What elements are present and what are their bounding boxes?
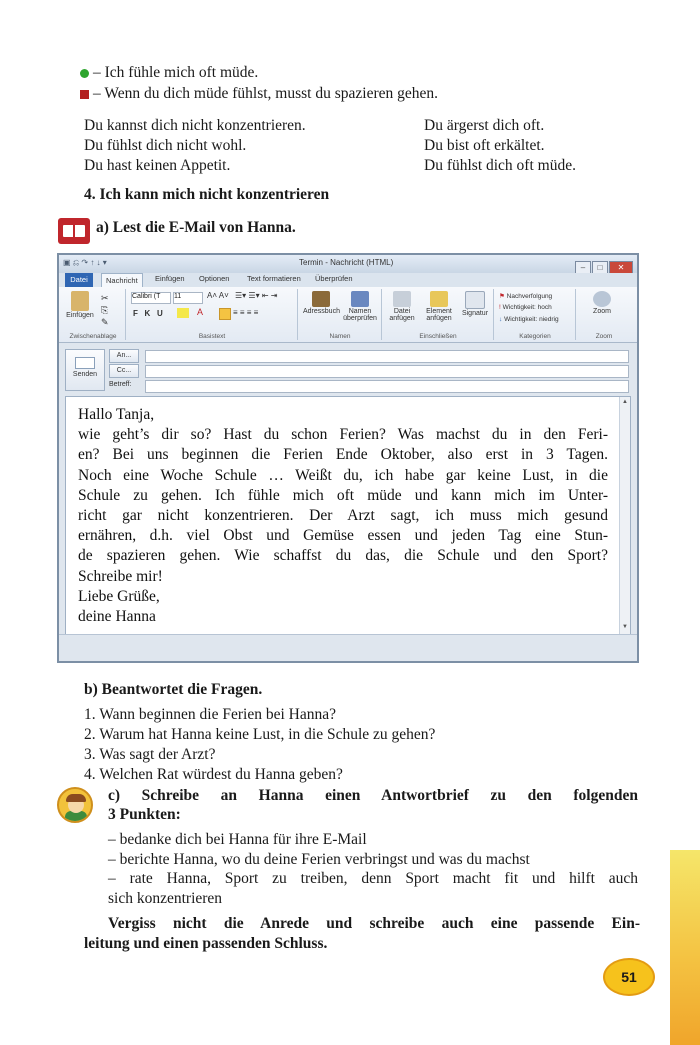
address-fields (59, 343, 637, 393)
page-number: 51 (603, 958, 655, 996)
list-item: 3. Was sagt der Arzt? (84, 746, 216, 763)
clipboard-icon (71, 291, 89, 311)
closing-line2: leitung und einen passenden Schluss. (84, 935, 328, 952)
sentence: Du kannst dich nicht konzentrieren. (84, 117, 306, 134)
task-c-heading-line2: 3 Punkten: (108, 806, 181, 823)
group-names (299, 289, 382, 340)
tab-text-formatieren[interactable]: Text formatieren (247, 274, 301, 283)
bold-italic-underline-icons[interactable]: F K U (133, 309, 163, 318)
font-size-select[interactable]: 11 (173, 292, 203, 304)
signature-button[interactable]: Signatur (459, 291, 491, 317)
maximize-icon[interactable]: □ (592, 261, 608, 274)
list-item: – bedanke dich bei Hanna für ihre E-Mail (108, 831, 367, 848)
list-icons[interactable]: ☰▾ ☰▾ ⇤ ⇥ (235, 291, 278, 300)
align-icons[interactable]: ≡ ≡ ≡ ≡ (233, 308, 259, 317)
tab-einfuegen[interactable]: Einfügen (155, 274, 185, 283)
window-title: Termin - Nachricht (HTML) (299, 258, 394, 267)
attach-file-button[interactable]: Datei anfügen (385, 291, 419, 322)
email-line: en? Bei uns beginnen die Ferien Ende Oktober, also erst in 3 Tagen. (78, 446, 608, 464)
list-item: 4. Welchen Rat würdest du Hanna geben? (84, 766, 343, 783)
flag-icon: ⚑ (499, 293, 505, 300)
question-list (84, 705, 435, 785)
email-line: Liebe Grüße, (78, 587, 160, 605)
attach-item-button[interactable]: Element anfügen (421, 291, 457, 322)
group-label: Zwischenablage (69, 333, 117, 340)
task-b-heading: b) Beantwortet die Fragen. (84, 681, 263, 698)
font-grow-shrink-icon[interactable]: A˄ A˅ (207, 291, 229, 300)
vertical-scrollbar[interactable] (619, 397, 630, 634)
point-list (108, 830, 638, 908)
sentence: Du bist oft erkältet. (424, 137, 545, 154)
followup-button[interactable]: ⚑ Nachverfolgung (499, 293, 553, 300)
group-categories (495, 289, 576, 340)
closing-line1: Vergiss nicht die Anrede und schreibe auch eine passende Ein- (108, 915, 640, 932)
sentences-right-column (424, 116, 576, 176)
sentences-left-column (84, 116, 306, 176)
send-button[interactable]: Senden (65, 349, 105, 391)
scroll-up-icon[interactable]: ▲ (622, 399, 628, 405)
email-line: Noch eine Woche Schule … Weißt du, ich habe gar keine Lust, in die (78, 466, 608, 484)
cc-input[interactable] (145, 365, 629, 378)
green-dot-icon (80, 69, 89, 78)
sentence: Du fühlst dich oft müde. (424, 157, 576, 174)
close-icon[interactable]: ✕ (609, 261, 633, 274)
tab-optionen[interactable]: Optionen (199, 274, 230, 283)
paperclip-icon (393, 291, 411, 307)
section-heading: 4. Ich kann mich nicht konzentrieren (84, 186, 330, 203)
group-label: Einschließen (419, 333, 457, 340)
font-color-icon[interactable]: A (197, 307, 204, 317)
low-importance-button[interactable]: ↓ Wichtigkeit: niedrig (499, 316, 559, 323)
exclamation-icon: ! (499, 304, 501, 311)
group-zoom (577, 289, 631, 340)
tab-ueberpruefen[interactable]: Überprüfen (315, 274, 353, 283)
group-label: Basistext (198, 333, 226, 340)
font-name-select[interactable]: Calibri (T (131, 292, 171, 304)
send-envelope-icon (75, 357, 95, 369)
arrow-down-icon: ↓ (499, 316, 503, 323)
cc-button[interactable]: Cc... (109, 364, 139, 378)
subject-label: Betreff: (109, 381, 132, 388)
check-names-button[interactable]: Namen überprüfen (341, 291, 379, 322)
addressbook-button[interactable]: Adressbuch (303, 291, 339, 315)
addressbook-icon (312, 291, 330, 307)
list-item: – berichte Hanna, wo du deine Ferien verbringst und was du machst (108, 850, 530, 868)
outlook-message-window (57, 253, 639, 663)
list-item: 2. Warum hat Hanna keine Lust, in die Schule zu gehen? (84, 726, 436, 743)
email-text (78, 405, 608, 627)
bullet-line-green: – Ich fühle mich oft müde. (80, 64, 258, 82)
ribbon (59, 287, 637, 343)
book-icon (58, 218, 90, 244)
group-basic-text (127, 289, 298, 340)
email-line: Hallo Tanja, (78, 406, 155, 423)
sentence: Du hast keinen Appetit. (84, 157, 231, 174)
subject-input[interactable] (145, 380, 629, 393)
list-item: – rate Hanna, Sport zu treiben, denn Sport macht fit und hilft auch (108, 870, 638, 887)
zoom-button[interactable]: Zoom (587, 291, 617, 315)
email-line: deine Hanna (78, 608, 156, 626)
sentence: Du fühlst dich nicht wohl. (84, 137, 247, 154)
minimize-icon[interactable]: – (575, 261, 591, 274)
tab-datei[interactable]: Datei (65, 273, 93, 287)
email-line: Schule zu gehen. Ich fühle mich oft müde und kann mich im Unter- (78, 486, 608, 504)
quick-access-toolbar: ▣ ⎌ ↷ ↑ ↓ ▾ (63, 258, 107, 267)
signature-icon (465, 291, 485, 309)
to-button[interactable]: An... (109, 349, 139, 363)
highlight-icon[interactable] (177, 308, 189, 318)
sentence: Du ärgerst dich oft. (424, 117, 545, 134)
envelope-icon (430, 291, 448, 307)
title-bar (59, 255, 637, 273)
to-input[interactable] (145, 350, 629, 363)
magnifier-icon (593, 291, 611, 307)
status-bar (59, 634, 637, 661)
align-left-icon[interactable] (219, 308, 231, 320)
group-label: Namen (329, 333, 351, 340)
cut-icon[interactable]: ✂ (101, 293, 109, 303)
group-label: Zoom (595, 333, 613, 340)
task-c-heading-line1: c) Schreibe an Hanna einen Antwortbrief zu den folgenden (108, 787, 638, 804)
page-edge-stripe (670, 850, 700, 1045)
ribbon-tabs (59, 273, 637, 287)
scroll-down-icon[interactable]: ▼ (622, 624, 628, 630)
email-line: de spazieren gehen. Wie schaffst du das, die Schule und den Sport? (78, 547, 608, 565)
email-line: wie geht’s dir so? Hast du schon Ferien? Was machst du in den Feri- (78, 426, 608, 444)
email-line: richt gar nicht konzentrieren. Der Arzt sagt, ich muss mich gesund (78, 507, 608, 525)
tab-nachricht[interactable]: Nachricht (101, 273, 143, 287)
copy-icon[interactable]: ⎘ (101, 305, 109, 315)
group-include (383, 289, 494, 340)
list-item: 1. Wann beginnen die Ferien bei Hanna? (84, 706, 336, 723)
message-body[interactable] (65, 396, 631, 635)
high-importance-button[interactable]: ! Wichtigkeit: hoch (499, 304, 552, 311)
red-square-icon (80, 90, 89, 99)
group-label: Kategorien (519, 333, 551, 340)
check-names-icon (351, 291, 369, 307)
paste-button[interactable]: Einfügen (65, 291, 95, 319)
task-a-heading: a) Lest die E-Mail von Hanna. (96, 219, 296, 236)
format-painter-icon[interactable]: ✎ (101, 317, 109, 327)
bullet-line-red: – Wenn du dich müde fühlst, musst du spazieren gehen. (80, 85, 438, 103)
list-item-continued: sich konzentrieren (108, 889, 223, 907)
email-line: ernähren, d.h. viel Obst und Gemüse essen und jeden Tag eine Stun- (78, 527, 608, 545)
group-clipboard (61, 289, 126, 340)
student-writing-icon (57, 787, 93, 823)
email-line: Schreibe mir! (78, 567, 163, 585)
